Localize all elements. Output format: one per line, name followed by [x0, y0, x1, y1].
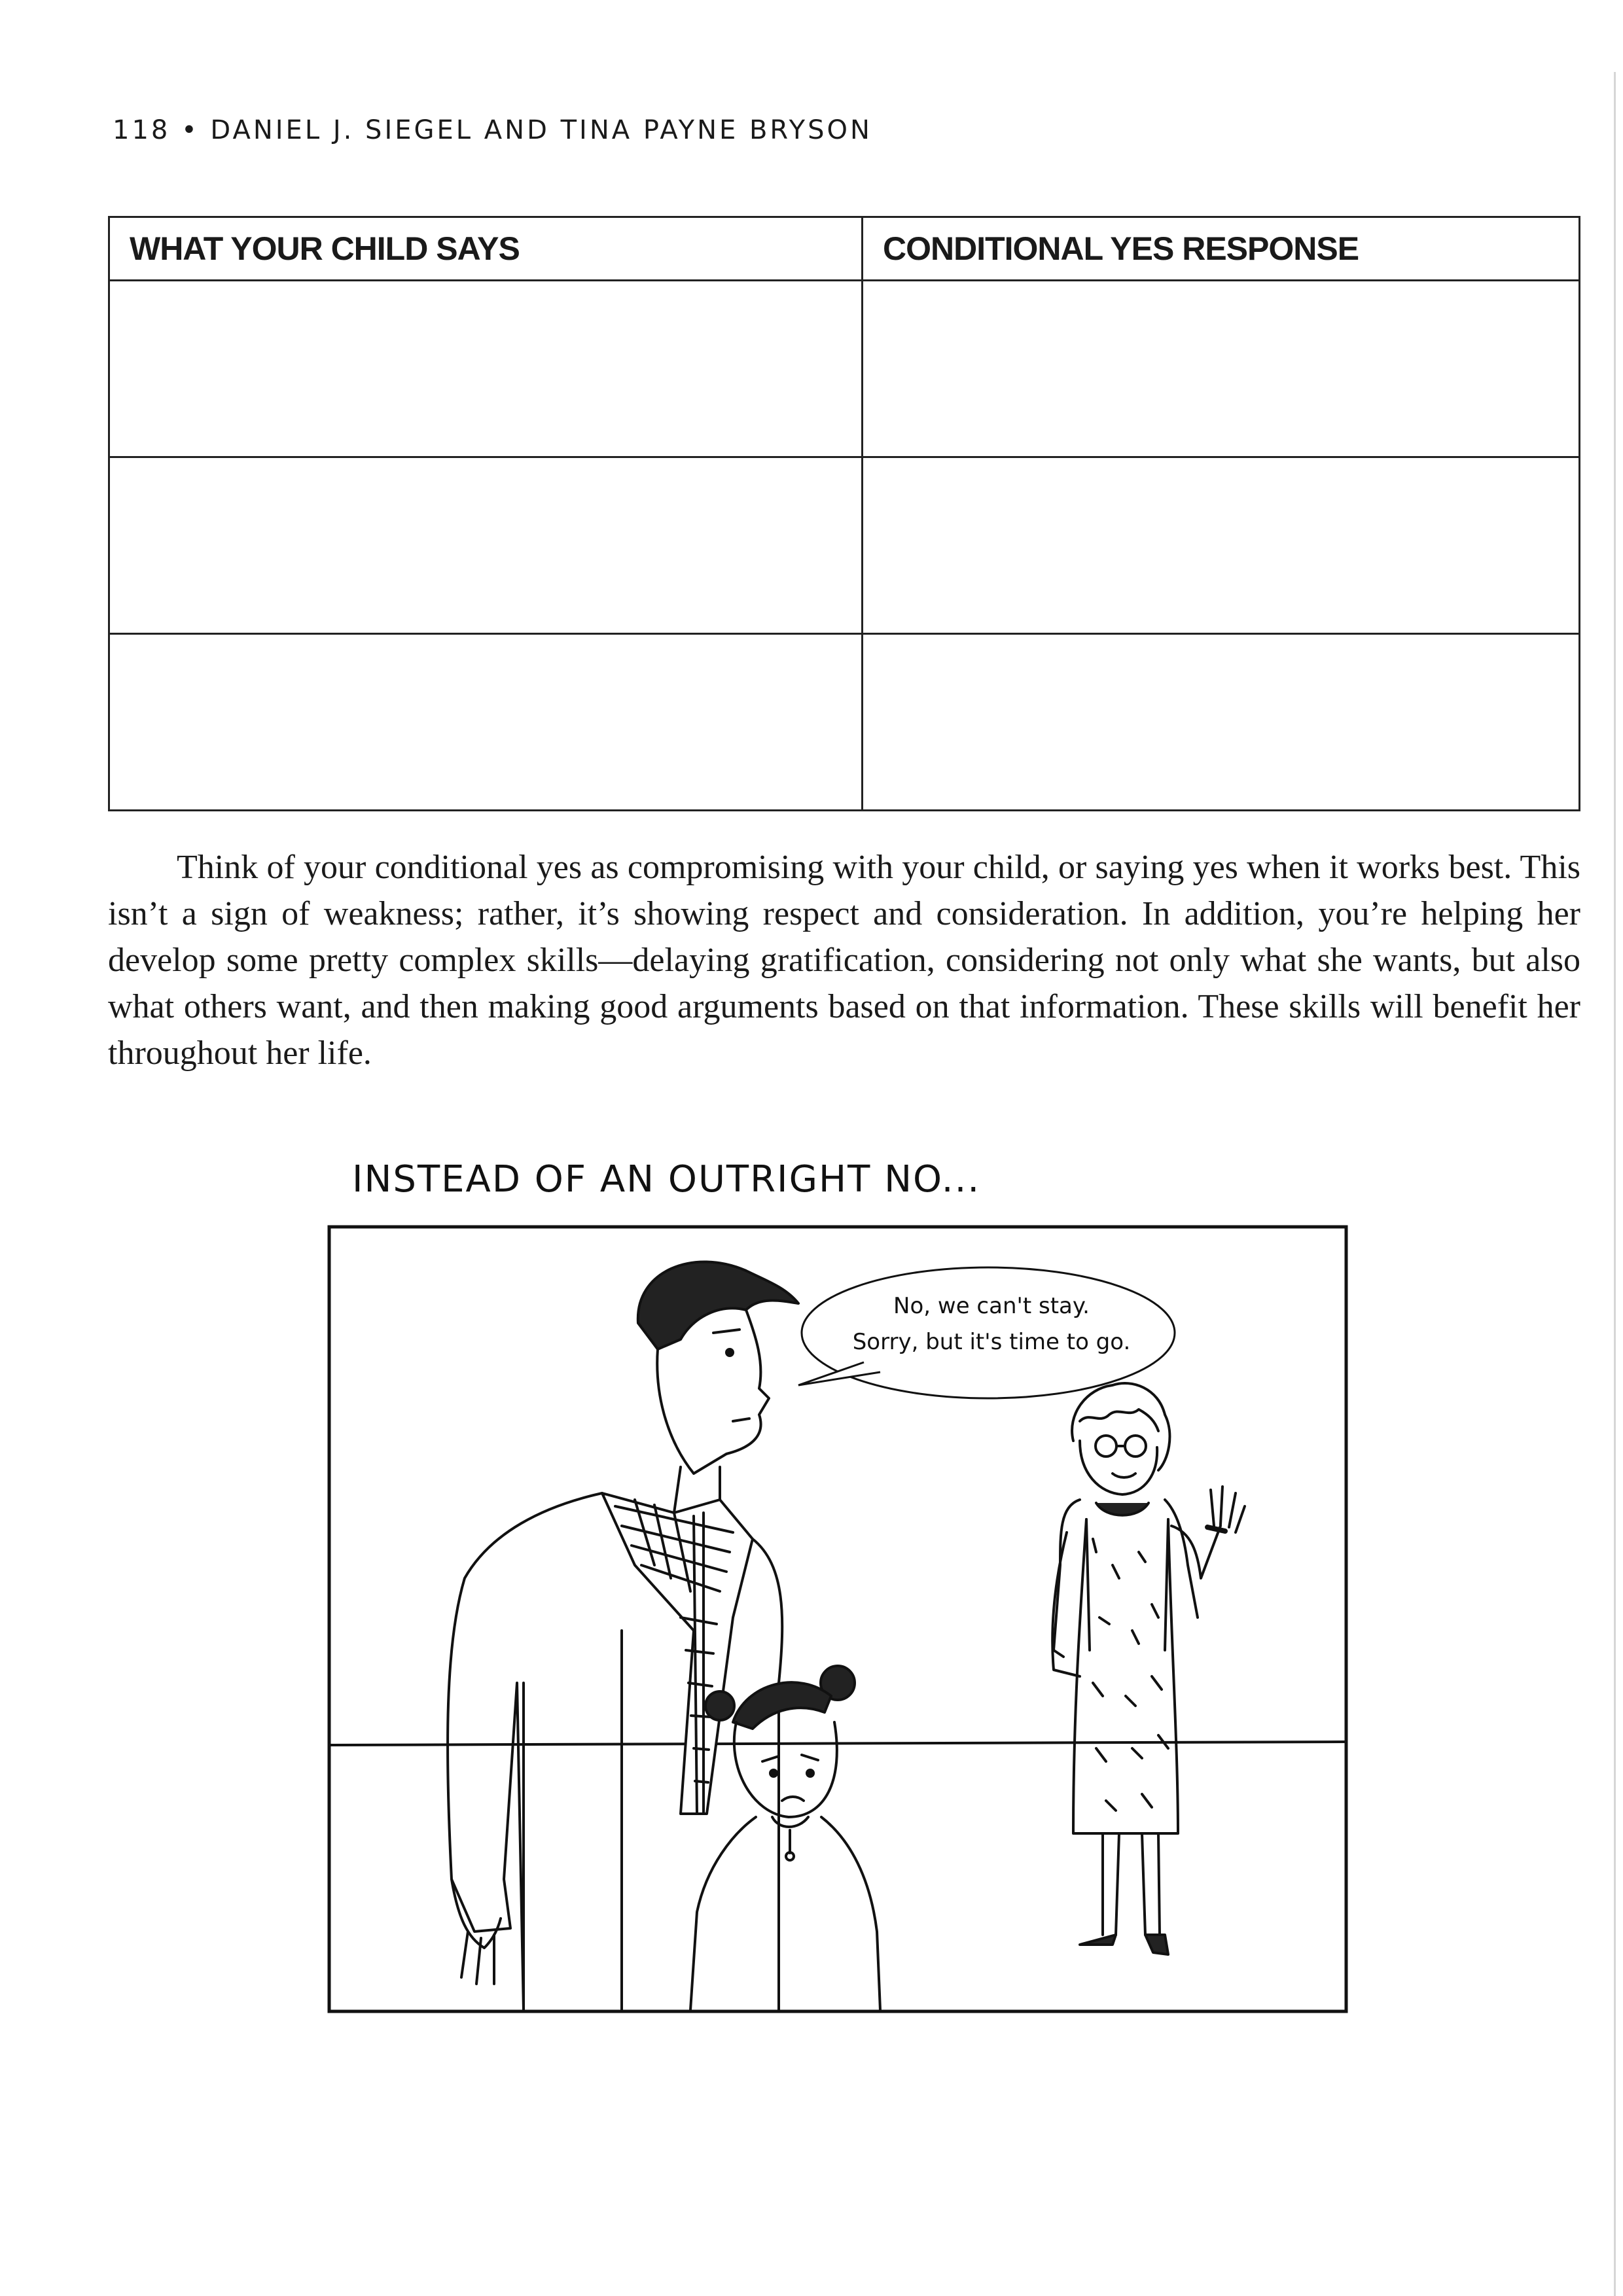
worksheet-row [109, 281, 1580, 457]
child-says-cell[interactable] [109, 457, 863, 634]
speech-line-1: No, we can't stay. [893, 1293, 1090, 1319]
worksheet-table [108, 216, 1580, 811]
response-cell[interactable] [863, 634, 1580, 811]
body-paragraph: Think of your conditional yes as compromising with your child, or saying yes when it works best. This isn’t a sign of weakness; rather, it’s showing respect and consideration. In addition, you’re helping her develop some pretty complex skills—delaying gratification, considering not only what she wants, but also what others want, and then making good arguments based on that information. These skills will benefit her throughout her life. [108, 849, 1580, 1072]
speech-line-2: Sorry, but it's time to go. [852, 1329, 1131, 1355]
cartoon-caption: INSTEAD OF AN OUTRIGHT NO... [352, 1158, 981, 1201]
child-says-cell[interactable] [109, 281, 863, 457]
page-edge-shadow [1614, 72, 1616, 2296]
speech-bubble [798, 1267, 1175, 1398]
response-cell[interactable] [863, 457, 1580, 634]
header-conditional-yes-response: CONDITIONAL YES RESPONSE [863, 217, 1580, 281]
worksheet-row [109, 457, 1580, 634]
header-what-your-child-says: WHAT YOUR CHILD SAYS [109, 217, 863, 281]
worksheet-header-row [109, 217, 1580, 281]
worksheet-row [109, 634, 1580, 811]
cartoon-panel [327, 1225, 1348, 2013]
response-cell[interactable] [863, 281, 1580, 457]
running-head: 118 • DANIEL J. SIEGEL AND TINA PAYNE BRYSON [113, 115, 872, 145]
child-says-cell[interactable] [109, 634, 863, 811]
